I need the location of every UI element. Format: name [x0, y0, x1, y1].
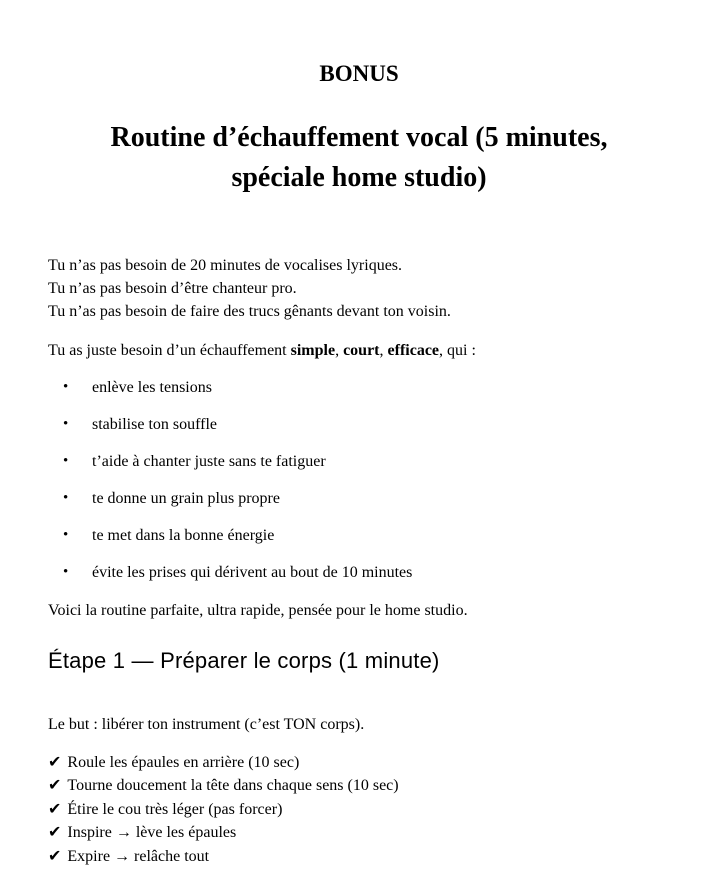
bullet-icon: • — [63, 490, 69, 506]
document-title-line-1: Routine d’échauffement vocal (5 minutes, — [110, 122, 608, 153]
list-item-text: t’aide à chanter juste sans te fatiguer — [92, 453, 326, 470]
list-item-text: te met dans la bonne énergie — [92, 527, 275, 544]
intro-line: Tu n’as pas besoin d’être chanteur pro. — [48, 280, 297, 297]
check-icon: ✔ — [48, 800, 62, 818]
bullet-icon: • — [63, 453, 69, 469]
check-icon: ✔ — [48, 824, 62, 842]
benefits-list — [48, 376, 670, 584]
list-item-text: stabilise ton souffle — [92, 416, 218, 433]
list-item — [48, 487, 670, 510]
checklist-item — [48, 751, 670, 774]
kicker-title: BONUS — [319, 61, 399, 86]
list-item-text: évite les prises qui dérivent au bout de 10 minutes — [92, 564, 413, 581]
document-title-line-2: spéciale home studio) — [231, 162, 487, 193]
list-item — [48, 561, 670, 584]
checklist-item — [48, 774, 670, 797]
need-suffix: , qui : — [439, 342, 476, 359]
list-item-text: te donne un grain plus propre — [92, 490, 280, 507]
need-paragraph — [48, 339, 670, 362]
intro-line: Tu n’as pas besoin de 20 minutes de vocalises lyriques. — [48, 257, 403, 274]
intro-paragraph — [48, 254, 670, 323]
list-item — [48, 524, 670, 547]
checklist-item-text: Expire → relâche tout — [67, 847, 210, 865]
checklist-item-text: Étire le cou très léger (pas forcer) — [67, 800, 283, 818]
step-1-heading: Étape 1 — Préparer le corps (1 minute) — [48, 648, 440, 673]
list-item — [48, 413, 670, 436]
need-bold-efficace: efficace — [387, 342, 440, 359]
need-prefix: Tu as juste besoin d’un échauffement — [48, 342, 291, 359]
checklist-item-text: Roule les épaules en arrière (10 sec) — [67, 754, 300, 771]
list-item-text: enlève les tensions — [92, 379, 212, 396]
need-separator: , — [335, 342, 344, 359]
need-separator: , — [379, 342, 388, 359]
bullet-icon: • — [63, 564, 69, 580]
outro-paragraph: Voici la routine parfaite, ultra rapide, pensée pour le home studio. — [48, 602, 468, 619]
step-1-goal: Le but : libérer ton instrument (c’est TON corps). — [48, 716, 365, 733]
checklist-item-text: Inspire → lève les épaules — [67, 824, 237, 842]
check-icon: ✔ — [48, 847, 62, 865]
step-1-checklist — [48, 751, 670, 868]
bullet-icon: • — [63, 527, 69, 543]
list-item — [48, 450, 670, 473]
checklist-item — [48, 798, 670, 821]
bullet-icon: • — [63, 416, 69, 432]
list-item — [48, 376, 670, 399]
need-bold-court: court — [343, 342, 380, 359]
document-title — [48, 118, 670, 198]
bullet-icon: • — [63, 379, 69, 395]
checklist-item-text: Tourne doucement la tête dans chaque sens (10 sec) — [67, 777, 399, 795]
intro-line: Tu n’as pas besoin de faire des trucs gênants devant ton voisin. — [48, 303, 451, 320]
need-bold-simple: simple — [290, 342, 336, 359]
check-icon: ✔ — [48, 777, 62, 795]
checklist-item — [48, 845, 670, 868]
checklist-item — [48, 821, 670, 844]
check-icon: ✔ — [48, 754, 62, 771]
